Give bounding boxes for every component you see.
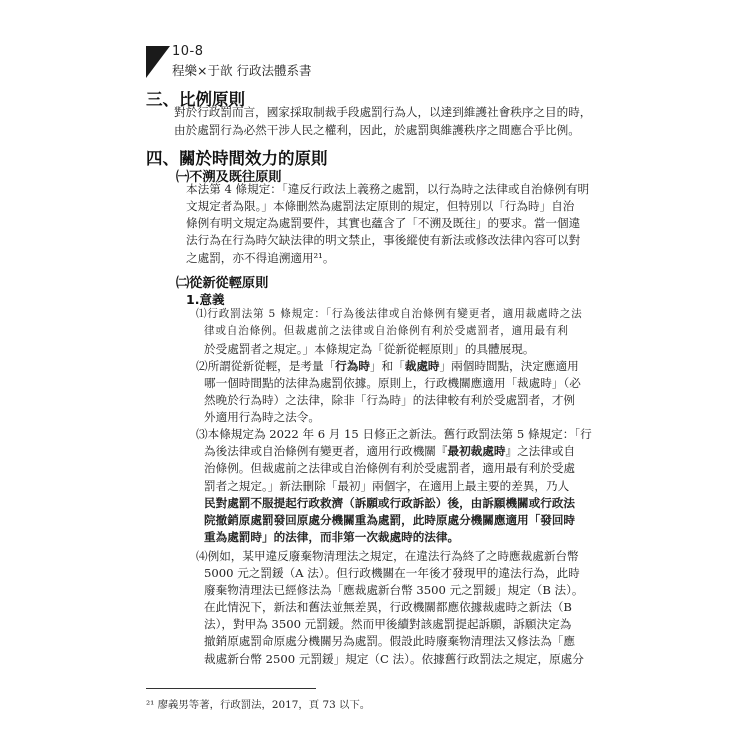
body-line: 之處罰，亦不得追溯適用²¹。 bbox=[186, 250, 335, 265]
body-line: 於受處罰者之規定。」本條規定為「從新從輕原則」的具體展現。 bbox=[204, 341, 535, 356]
body-line: 法），對甲為 3500 元罰鍰。然而甲後續對該處罰提起訴願，訴願決定為 bbox=[204, 617, 572, 632]
body-line: 罰者之規定。」新法刪除「最初」兩個字，在適用上最主要的差異，乃人 bbox=[204, 478, 570, 493]
body-line: 廢棄物清理法已經修法為「應裁處新台幣 3500 元之罰鍰」規定（B 法）。 bbox=[204, 583, 584, 598]
body-line: 為後法律或自治條例有變更者，適用行政機關『最初裁處時』之法律或自 bbox=[204, 444, 576, 459]
section-heading-temporal-principles: 四、關於時間效力的原則 bbox=[146, 148, 328, 168]
body-line-bold: 民對處罰不服提起行政救濟（訴願或行政訴訟）後，由訴願機關或行政法 bbox=[204, 495, 576, 510]
body-line: 律或自治條例。但裁處前之法律或自治條例有利於受處罰者，適用最有利 bbox=[204, 325, 569, 338]
body-line: 對於行政罰而言，國家採取制裁手段處罰行為人，以達到維護社會秩序之目的時， bbox=[174, 104, 592, 119]
body-line: 文規定者為限。」本條刪然為處罰法定原則的規定，但特別以「行為時」自治 bbox=[186, 199, 575, 214]
body-line: 由於處罰行為必然干涉人民之權利，因此，於處罰與維護秩序之間應合乎比例。 bbox=[174, 122, 580, 137]
body-line: 撤銷原處罰命原處分機關另為處罰。假設此時廢棄物清理法又修法為「應 bbox=[204, 634, 576, 649]
body-line: ⑶本條規定為 2022 年 6 月 15 日修正之新法。舊行政罰法第 5 條規定：「行 bbox=[196, 427, 592, 442]
body-line: 在此情況下，新法和舊法並無差異，行政機關都應依據裁處時之新法（B bbox=[204, 600, 572, 615]
body-line: 然晚於行為時）之法律，除非「行為時」的法律較有利於受處罰者，才例 bbox=[204, 392, 576, 407]
body-line: 裁處新台幣 2500 元罰鍰」規定（C 法）。依據舊行政罰法之規定，原處分 bbox=[204, 651, 584, 666]
subheading-non-retroactivity: ㈠不溯及既往原則 bbox=[176, 170, 282, 186]
body-line: 本法第 4 條規定：「違反行政法上義務之處罰，以行為時之法律或自治條例有明 bbox=[186, 182, 590, 197]
body-line: 5000 元之罰鍰（A 法）。但行政機關在一年後才發現甲的違法行為，此時 bbox=[204, 565, 580, 580]
emphasis-sanction-time: 裁處時 bbox=[404, 358, 440, 373]
body-line: ⑴行政罰法第 5 條規定：「行為後法律或自治條例有變更者，適用裁處時之法 bbox=[196, 308, 583, 321]
emphasis-act-time: 行為時 bbox=[335, 358, 370, 373]
page-number: 10-8 bbox=[172, 44, 204, 59]
section-heading-proportionality: 三、比例原則 bbox=[146, 89, 245, 109]
subheading-meaning: 1.意義 bbox=[186, 292, 225, 308]
body-line: ⑷例如，某甲違反廢棄物清理法之規定，在違法行為終了之時應裁處新台幣 bbox=[196, 548, 579, 563]
body-line: 條例有明文規定為處罰要件，其實也蘊含了「不溯及既往」的要求。當一個違 bbox=[186, 216, 581, 231]
body-line: 重為處罰時」的法律，而非第一次裁處時的法律。 bbox=[204, 529, 460, 544]
body-line: 治條例。但裁處前之法律或自治條例有利於受處罰者，適用最有利於受處 bbox=[204, 461, 576, 476]
emphasis-initial-sanction-time: 最初裁處時 bbox=[447, 444, 506, 459]
body-line: ⑵所謂從新從輕，是考量「行為時」和「裁處時」兩個時間點，決定應適用 bbox=[196, 358, 579, 373]
footnote: ²¹ 廖義男等著，行政罰法，2017，頁 73 以下。 bbox=[146, 699, 371, 711]
footnote-divider bbox=[146, 688, 316, 689]
body-line: 法行為在行為時欠缺法律的明文禁止，事後縱使有新法或修改法律內容可以對 bbox=[186, 233, 581, 248]
body-line: 哪一個時間點的法律為處罰依據。原則上，行政機關應適用「裁處時」（必 bbox=[204, 375, 581, 390]
subheading-lex-mitior: ㈡從新從輕原則 bbox=[176, 276, 269, 292]
body-line: 外適用行為時之法令。 bbox=[204, 410, 320, 425]
header-triangle-marker bbox=[146, 46, 170, 78]
body-line-bold: 院撤銷原處罰發回原處分機關重為處罰，此時原處分機關應適用「發回時 bbox=[204, 512, 576, 527]
running-head-title: 程樂×于歆 行政法體系書 bbox=[172, 63, 312, 78]
